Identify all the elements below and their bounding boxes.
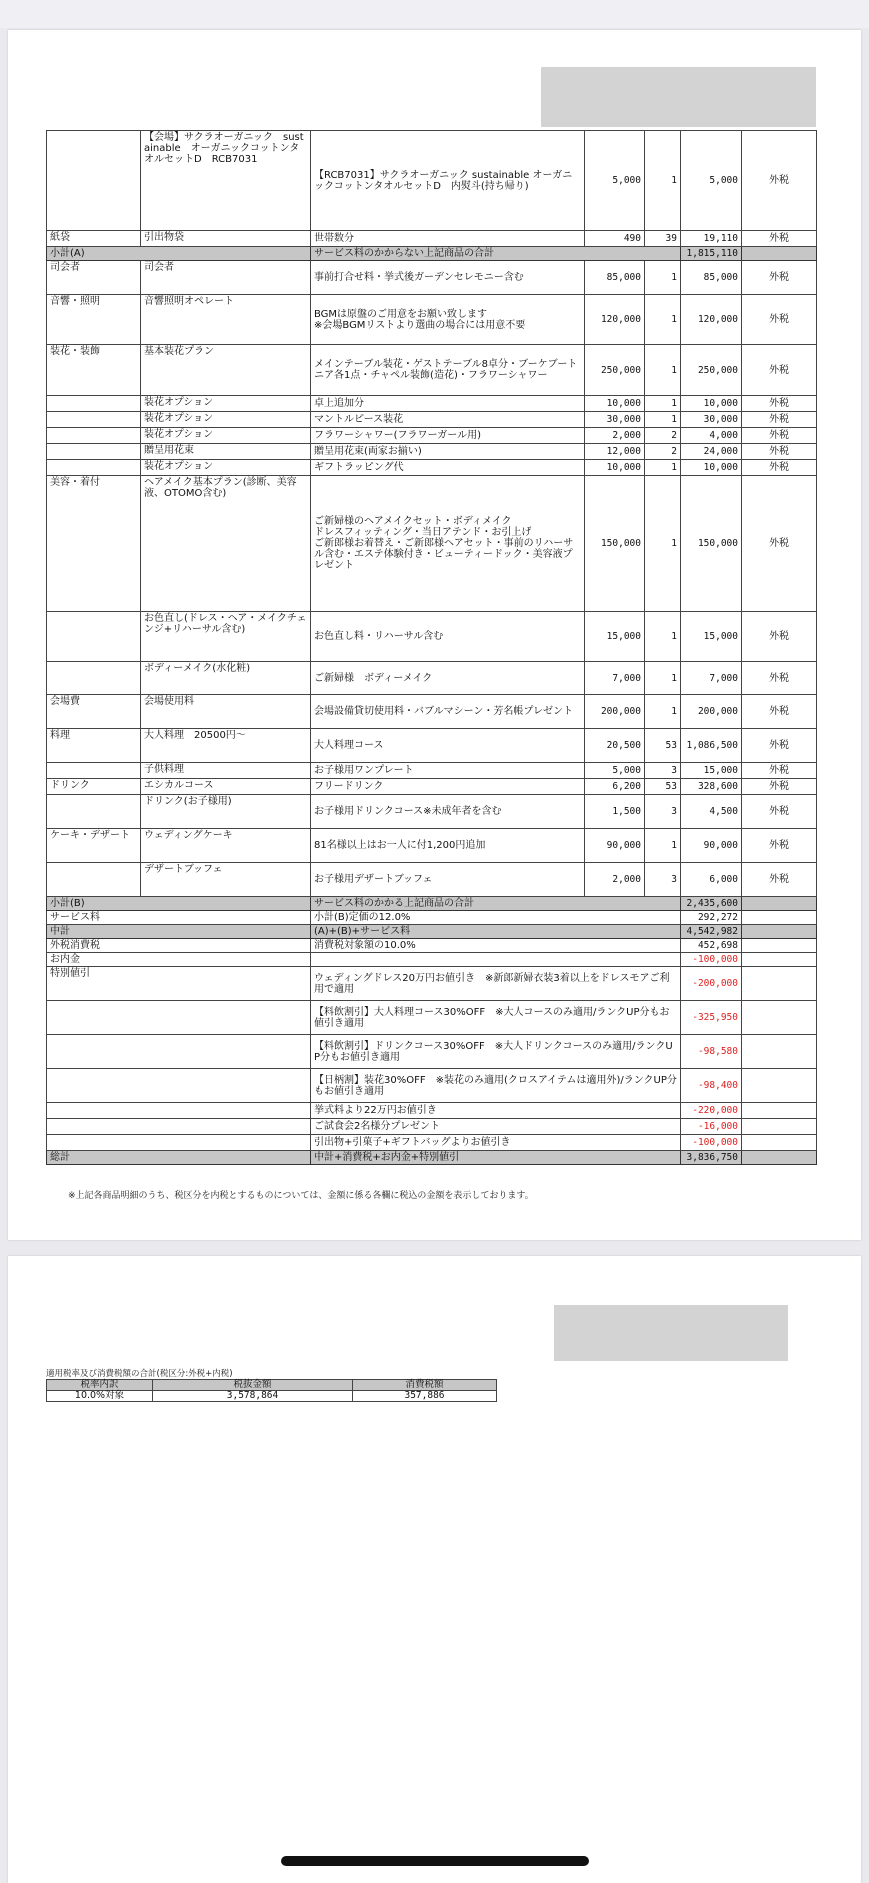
unit-price-cell: 5,000: [585, 131, 645, 231]
tax-type-cell: 外税: [742, 476, 817, 612]
estimate-row: [47, 476, 817, 612]
quantity-cell: 1: [645, 476, 681, 612]
amount-cell: 200,000: [681, 695, 742, 729]
amount-cell: 15,000: [681, 612, 742, 662]
summary-row: [47, 1103, 817, 1119]
item-name-cell: 装花オプション: [141, 412, 311, 428]
summary-detail-cell: 中計+消費税+お内金+特別値引: [311, 1151, 681, 1165]
item-name-cell: 装花オプション: [141, 428, 311, 444]
item-name-cell: 司会者: [141, 261, 311, 295]
estimate-row: [47, 795, 817, 829]
item-detail-cell: 81名様以上はお一人に付1,200円追加: [311, 829, 585, 863]
category-cell: 司会者: [47, 261, 141, 295]
tax-type-cell: 外税: [742, 396, 817, 412]
item-name-cell: 【会場】サクラオーガニック sustainable オーガニックコットンタオルセットD RCB7031: [141, 131, 311, 231]
summary-blank-cell: [742, 247, 817, 261]
category-cell: [47, 428, 141, 444]
item-detail-cell: メインテーブル装花・ゲストテーブル8卓分・ブーケブートニア各1点・チャペル装飾(造花)・フラワーシャワー: [311, 345, 585, 396]
amount-cell: 6,000: [681, 863, 742, 897]
item-detail-cell: 事前打合せ料・挙式後ガーデンセレモニー含む: [311, 261, 585, 295]
summary-blank-cell: [742, 911, 817, 925]
tax-type-cell: 外税: [742, 763, 817, 779]
tax-type-cell: 外税: [742, 131, 817, 231]
category-cell: [47, 412, 141, 428]
estimate-row: [47, 863, 817, 897]
summary-amount-cell: -98,400: [681, 1069, 742, 1103]
tax-type-cell: 外税: [742, 428, 817, 444]
estimate-row: [47, 612, 817, 662]
estimate-row: [47, 396, 817, 412]
tax-summary-row: [47, 1391, 497, 1402]
redacted-block: [541, 67, 816, 127]
category-cell: 音響・照明: [47, 295, 141, 345]
estimate-row: [47, 829, 817, 863]
amount-cell: 4,000: [681, 428, 742, 444]
summary-label-cell: [47, 1135, 311, 1151]
unit-price-cell: 2,000: [585, 863, 645, 897]
home-indicator[interactable]: [281, 1856, 589, 1866]
category-cell: 会場費: [47, 695, 141, 729]
quantity-cell: 1: [645, 412, 681, 428]
amount-cell: 328,600: [681, 779, 742, 795]
quantity-cell: 1: [645, 261, 681, 295]
quantity-cell: 3: [645, 763, 681, 779]
item-detail-cell: お子様用ワンプレート: [311, 763, 585, 779]
summary-row: [47, 953, 817, 967]
summary-detail-cell: サービス料のかからない上記商品の合計: [311, 247, 681, 261]
unit-price-cell: 250,000: [585, 345, 645, 396]
summary-detail-cell: 【日柄割】装花30%OFF ※装花のみ適用(クロスアイテムは適用外)/ランクUP分もお値引き適用: [311, 1069, 681, 1103]
tax-amount-cell: 357,886: [353, 1391, 497, 1402]
unit-price-cell: 2,000: [585, 428, 645, 444]
summary-amount-cell: -98,580: [681, 1035, 742, 1069]
summary-row: [47, 1035, 817, 1069]
quantity-cell: 3: [645, 795, 681, 829]
amount-cell: 24,000: [681, 444, 742, 460]
quantity-cell: 39: [645, 231, 681, 247]
summary-blank-cell: [742, 1135, 817, 1151]
summary-blank-cell: [742, 1035, 817, 1069]
quantity-cell: 3: [645, 863, 681, 897]
item-detail-cell: 贈呈用花束(両家お揃い): [311, 444, 585, 460]
estimate-row: [47, 460, 817, 476]
item-name-cell: 装花オプション: [141, 396, 311, 412]
summary-detail-cell: 消費税対象額の10.0%: [311, 939, 681, 953]
redacted-block: [554, 1305, 788, 1361]
item-detail-cell: フラワーシャワー(フラワーガール用): [311, 428, 585, 444]
amount-cell: 250,000: [681, 345, 742, 396]
item-name-cell: ボディーメイク(水化粧): [141, 662, 311, 695]
quantity-cell: 1: [645, 695, 681, 729]
summary-label-cell: サービス料: [47, 911, 311, 925]
estimate-row: [47, 729, 817, 763]
tax-type-cell: 外税: [742, 345, 817, 396]
unit-price-cell: 200,000: [585, 695, 645, 729]
tax-type-cell: 外税: [742, 460, 817, 476]
summary-detail-cell: [311, 953, 681, 967]
summary-amount-cell: -220,000: [681, 1103, 742, 1119]
tax-type-cell: 外税: [742, 444, 817, 460]
estimate-row: [47, 763, 817, 779]
estimate-row: [47, 412, 817, 428]
summary-label-cell: 小計(A): [47, 247, 311, 261]
tax-type-cell: 外税: [742, 795, 817, 829]
summary-amount-cell: 452,698: [681, 939, 742, 953]
item-detail-cell: 卓上追加分: [311, 396, 585, 412]
summary-amount-cell: 3,836,750: [681, 1151, 742, 1165]
unit-price-cell: 85,000: [585, 261, 645, 295]
summary-blank-cell: [742, 1119, 817, 1135]
header-pretax-amount: 税抜金額: [153, 1380, 353, 1391]
unit-price-cell: 90,000: [585, 829, 645, 863]
estimate-row: [47, 662, 817, 695]
tax-rate-cell: 10.0%対象: [47, 1391, 153, 1402]
unit-price-cell: 20,500: [585, 729, 645, 763]
summary-row: [47, 925, 817, 939]
tax-type-cell: 外税: [742, 412, 817, 428]
summary-label-cell: [47, 1103, 311, 1119]
summary-amount-cell: -16,000: [681, 1119, 742, 1135]
amount-cell: 19,110: [681, 231, 742, 247]
summary-detail-cell: ご試食会2名様分プレゼント: [311, 1119, 681, 1135]
unit-price-cell: 1,500: [585, 795, 645, 829]
summary-label-cell: 総計: [47, 1151, 311, 1165]
tax-summary-caption: 適用税率及び消費税額の合計(税区分:外税+内税): [46, 1369, 233, 1379]
status-bar-area: [0, 0, 869, 28]
summary-row: [47, 1069, 817, 1103]
item-detail-cell: ギフトラッピング代: [311, 460, 585, 476]
summary-row: [47, 939, 817, 953]
tax-type-cell: 外税: [742, 261, 817, 295]
summary-label-cell: お内金: [47, 953, 311, 967]
summary-row: [47, 247, 817, 261]
item-detail-cell: 会場設備貸切使用料・バブルマシーン・芳名帳プレゼント: [311, 695, 585, 729]
summary-row: [47, 897, 817, 911]
quantity-cell: 1: [645, 662, 681, 695]
summary-detail-cell: ウェディングドレス20万円お値引き ※新郎新婦衣装3着以上をドレスモアご利用で適用: [311, 967, 681, 1001]
estimate-row: [47, 695, 817, 729]
tax-type-cell: 外税: [742, 295, 817, 345]
summary-amount-cell: -100,000: [681, 1135, 742, 1151]
pretax-amount-cell: 3,578,864: [153, 1391, 353, 1402]
unit-price-cell: 15,000: [585, 612, 645, 662]
summary-amount-cell: -200,000: [681, 967, 742, 1001]
amount-cell: 85,000: [681, 261, 742, 295]
estimate-page-2: [8, 1256, 861, 1883]
category-cell: [47, 662, 141, 695]
estimate-page-1: [8, 30, 861, 1240]
quantity-cell: 2: [645, 428, 681, 444]
tax-type-cell: 外税: [742, 662, 817, 695]
summary-detail-cell: 【料飲割引】大人料理コース30%OFF ※大人コースのみ適用/ランクUP分もお値引き適用: [311, 1001, 681, 1035]
quantity-cell: 1: [645, 131, 681, 231]
estimate-row: [47, 444, 817, 460]
summary-label-cell: [47, 1119, 311, 1135]
item-detail-cell: お子様用ドリンクコース※未成年者を含む: [311, 795, 585, 829]
unit-price-cell: 30,000: [585, 412, 645, 428]
item-name-cell: ドリンク(お子様用): [141, 795, 311, 829]
summary-detail-cell: (A)+(B)+サービス料: [311, 925, 681, 939]
estimate-row: [47, 261, 817, 295]
estimate-row: [47, 231, 817, 247]
summary-blank-cell: [742, 1151, 817, 1165]
unit-price-cell: 5,000: [585, 763, 645, 779]
quantity-cell: 1: [645, 460, 681, 476]
summary-label-cell: 中計: [47, 925, 311, 939]
item-detail-cell: 【RCB7031】サクラオーガニック sustainable オーガニックコットンタオルセットD 内熨斗(持ち帰り): [311, 131, 585, 231]
item-detail-cell: お色直し料・リハーサル含む: [311, 612, 585, 662]
amount-cell: 120,000: [681, 295, 742, 345]
estimate-row: [47, 295, 817, 345]
item-name-cell: エシカルコース: [141, 779, 311, 795]
summary-blank-cell: [742, 967, 817, 1001]
category-cell: 装花・装飾: [47, 345, 141, 396]
summary-amount-cell: -325,950: [681, 1001, 742, 1035]
item-name-cell: 大人料理 20500円〜: [141, 729, 311, 763]
tax-type-cell: 外税: [742, 695, 817, 729]
item-detail-cell: ご新婦様のヘアメイクセット・ボディメイク ドレスフィッティング・当日アテンド・お引上げ ご新郎様お着替え・ご新郎様ヘアセット・事前のリハーサル含む・エステ体験付き・ビューティードック・美容液プレゼント: [311, 476, 585, 612]
item-detail-cell: ご新婦様 ボディーメイク: [311, 662, 585, 695]
summary-blank-cell: [742, 925, 817, 939]
category-cell: [47, 612, 141, 662]
quantity-cell: 53: [645, 779, 681, 795]
summary-amount-cell: 4,542,982: [681, 925, 742, 939]
unit-price-cell: 10,000: [585, 396, 645, 412]
category-cell: ドリンク: [47, 779, 141, 795]
item-name-cell: 贈呈用花束: [141, 444, 311, 460]
item-name-cell: デザートブッフェ: [141, 863, 311, 897]
summary-detail-cell: 小計(B)定価の12.0%: [311, 911, 681, 925]
item-detail-cell: 世帯数分: [311, 231, 585, 247]
quantity-cell: 53: [645, 729, 681, 763]
amount-cell: 30,000: [681, 412, 742, 428]
amount-cell: 150,000: [681, 476, 742, 612]
tax-summary-table: [46, 1379, 497, 1402]
item-name-cell: お色直し(ドレス・ヘア・メイクチェンジ+リハーサル含む): [141, 612, 311, 662]
unit-price-cell: 490: [585, 231, 645, 247]
unit-price-cell: 6,200: [585, 779, 645, 795]
quantity-cell: 1: [645, 295, 681, 345]
tax-type-cell: 外税: [742, 231, 817, 247]
summary-label-cell: 特別値引: [47, 967, 311, 1001]
summary-blank-cell: [742, 939, 817, 953]
summary-blank-cell: [742, 953, 817, 967]
item-detail-cell: フリードリンク: [311, 779, 585, 795]
unit-price-cell: 120,000: [585, 295, 645, 345]
quantity-cell: 1: [645, 396, 681, 412]
unit-price-cell: 12,000: [585, 444, 645, 460]
tax-type-cell: 外税: [742, 729, 817, 763]
header-tax-rate: 税率内訳: [47, 1380, 153, 1391]
summary-row: [47, 1135, 817, 1151]
quantity-cell: 1: [645, 345, 681, 396]
header-tax-amount: 消費税額: [353, 1380, 497, 1391]
tax-type-cell: 外税: [742, 612, 817, 662]
category-cell: [47, 396, 141, 412]
amount-cell: 7,000: [681, 662, 742, 695]
category-cell: [47, 444, 141, 460]
item-name-cell: ヘアメイク基本プラン(診断、美容液、OTOMO含む): [141, 476, 311, 612]
summary-row: [47, 967, 817, 1001]
summary-detail-cell: 【料飲割引】ドリンクコース30%OFF ※大人ドリンクコースのみ適用/ランクUP分もお値引き適用: [311, 1035, 681, 1069]
summary-label-cell: [47, 1035, 311, 1069]
unit-price-cell: 10,000: [585, 460, 645, 476]
category-cell: [47, 795, 141, 829]
summary-row: [47, 1151, 817, 1165]
summary-blank-cell: [742, 897, 817, 911]
summary-blank-cell: [742, 1103, 817, 1119]
unit-price-cell: 7,000: [585, 662, 645, 695]
summary-row: [47, 1119, 817, 1135]
quantity-cell: 1: [645, 612, 681, 662]
summary-detail-cell: 引出物+引菓子+ギフトバッグよりお値引き: [311, 1135, 681, 1151]
item-name-cell: 基本装花プラン: [141, 345, 311, 396]
tax-type-cell: 外税: [742, 863, 817, 897]
summary-amount-cell: 1,815,110: [681, 247, 742, 261]
summary-amount-cell: 2,435,600: [681, 897, 742, 911]
summary-label-cell: 外税消費税: [47, 939, 311, 953]
summary-label-cell: [47, 1069, 311, 1103]
estimate-row: [47, 779, 817, 795]
category-cell: 紙袋: [47, 231, 141, 247]
footnote: ※上記各商品明細のうち、税区分を内税とするものについては、金額に係る各欄に税込の金額を表示しております。: [68, 1191, 534, 1201]
item-detail-cell: お子様用デザートブッフェ: [311, 863, 585, 897]
amount-cell: 10,000: [681, 396, 742, 412]
amount-cell: 15,000: [681, 763, 742, 779]
summary-amount-cell: 292,272: [681, 911, 742, 925]
category-cell: [47, 460, 141, 476]
summary-amount-cell: -100,000: [681, 953, 742, 967]
amount-cell: 4,500: [681, 795, 742, 829]
estimate-row: [47, 345, 817, 396]
category-cell: 美容・着付: [47, 476, 141, 612]
item-name-cell: 音響照明オペレート: [141, 295, 311, 345]
amount-cell: 5,000: [681, 131, 742, 231]
category-cell: [47, 131, 141, 231]
tax-summary-header-row: [47, 1380, 497, 1391]
summary-row: [47, 911, 817, 925]
amount-cell: 10,000: [681, 460, 742, 476]
item-detail-cell: マントルピース装花: [311, 412, 585, 428]
estimate-table: [46, 130, 817, 1165]
tax-type-cell: 外税: [742, 779, 817, 795]
summary-detail-cell: サービス料のかかる上記商品の合計: [311, 897, 681, 911]
estimate-row: [47, 428, 817, 444]
summary-blank-cell: [742, 1069, 817, 1103]
item-name-cell: 引出物袋: [141, 231, 311, 247]
summary-blank-cell: [742, 1001, 817, 1035]
amount-cell: 1,086,500: [681, 729, 742, 763]
summary-label-cell: [47, 1001, 311, 1035]
category-cell: 料理: [47, 729, 141, 763]
amount-cell: 90,000: [681, 829, 742, 863]
category-cell: [47, 763, 141, 779]
estimate-row: [47, 131, 817, 231]
item-detail-cell: BGMは原盤のご用意をお願い致します ※会場BGMリストより選曲の場合には用意不要: [311, 295, 585, 345]
summary-label-cell: 小計(B): [47, 897, 311, 911]
item-name-cell: ウェディングケーキ: [141, 829, 311, 863]
item-name-cell: 子供料理: [141, 763, 311, 779]
category-cell: ケーキ・デザート: [47, 829, 141, 863]
quantity-cell: 2: [645, 444, 681, 460]
tax-type-cell: 外税: [742, 829, 817, 863]
item-name-cell: 会場使用料: [141, 695, 311, 729]
quantity-cell: 1: [645, 829, 681, 863]
item-name-cell: 装花オプション: [141, 460, 311, 476]
unit-price-cell: 150,000: [585, 476, 645, 612]
summary-row: [47, 1001, 817, 1035]
summary-detail-cell: 挙式料より22万円お値引き: [311, 1103, 681, 1119]
item-detail-cell: 大人料理コース: [311, 729, 585, 763]
category-cell: [47, 863, 141, 897]
